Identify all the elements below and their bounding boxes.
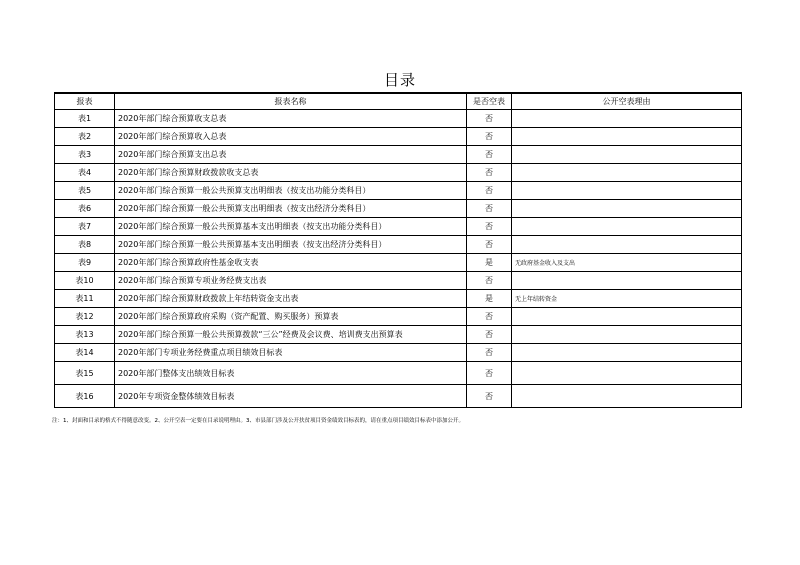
report-name-cell: 2020年部门综合预算财政拨款上年结转资金支出表 (115, 290, 467, 308)
empty-reason-cell (512, 272, 742, 290)
report-no-cell: 表12 (55, 308, 115, 326)
table-row (55, 182, 742, 200)
report-no-cell: 表7 (55, 218, 115, 236)
header-empty-reason: 公开空表理由 (512, 93, 742, 110)
is-empty-cell: 否 (467, 308, 512, 326)
empty-reason-cell: 无政府基金收入及支出 (512, 254, 742, 272)
table-row (55, 110, 742, 128)
report-no-cell: 表16 (55, 385, 115, 408)
empty-reason-cell (512, 344, 742, 362)
report-no-cell: 表5 (55, 182, 115, 200)
empty-reason-cell (512, 362, 742, 385)
footnote: 注：1、封面和目录的格式不得随意改变。2、公开空表一定要在目录说明理由。3、市县部门涉及公开扶贫项目资金绩效目标表的，请在重点项目绩效目标表中添加公开。 (52, 418, 465, 424)
report-name-cell: 2020年部门整体支出绩效目标表 (115, 362, 467, 385)
report-name-cell: 2020年部门综合预算一般公共预算基本支出明细表（按支出经济分类科目） (115, 236, 467, 254)
is-empty-cell: 否 (467, 326, 512, 344)
report-name-cell: 2020年部门综合预算一般公共预算支出明细表（按支出经济分类科目） (115, 200, 467, 218)
table-row (55, 385, 742, 408)
report-name-cell: 2020年部门综合预算一般公共预算支出明细表（按支出功能分类科目） (115, 182, 467, 200)
empty-reason-cell (512, 218, 742, 236)
report-name-cell: 2020年部门综合预算政府采购（资产配置、购买服务）预算表 (115, 308, 467, 326)
table-row (55, 344, 742, 362)
is-empty-cell: 否 (467, 164, 512, 182)
empty-reason-cell (512, 110, 742, 128)
report-no-cell: 表1 (55, 110, 115, 128)
is-empty-cell: 否 (467, 272, 512, 290)
empty-reason-cell: 无上年结转资金 (512, 290, 742, 308)
report-no-cell: 表2 (55, 128, 115, 146)
report-no-cell: 表6 (55, 200, 115, 218)
report-name-cell: 2020年部门综合预算收支总表 (115, 110, 467, 128)
empty-reason-cell (512, 164, 742, 182)
report-no-cell: 表14 (55, 344, 115, 362)
empty-reason-cell (512, 200, 742, 218)
page-title: 目录 (383, 71, 416, 89)
report-no-cell: 表8 (55, 236, 115, 254)
table-header-row (55, 93, 742, 110)
is-empty-cell: 否 (467, 110, 512, 128)
empty-reason-cell (512, 128, 742, 146)
empty-reason-cell (512, 182, 742, 200)
header-is-empty: 是否空表 (467, 93, 512, 110)
is-empty-cell: 否 (467, 182, 512, 200)
report-no-cell: 表4 (55, 164, 115, 182)
table-row (55, 236, 742, 254)
report-name-cell: 2020年部门综合预算支出总表 (115, 146, 467, 164)
report-no-cell: 表3 (55, 146, 115, 164)
table-row (55, 146, 742, 164)
is-empty-cell: 是 (467, 290, 512, 308)
report-name-cell: 2020年部门专项业务经费重点项目绩效目标表 (115, 344, 467, 362)
is-empty-cell: 否 (467, 385, 512, 408)
header-report-name: 报表名称 (115, 93, 467, 110)
header-report-no: 报表 (55, 93, 115, 110)
is-empty-cell: 否 (467, 146, 512, 164)
table-row (55, 218, 742, 236)
is-empty-cell: 否 (467, 128, 512, 146)
empty-reason-cell (512, 308, 742, 326)
report-name-cell: 2020年部门综合预算一般公共预算基本支出明细表（按支出功能分类科目） (115, 218, 467, 236)
table-row (55, 254, 742, 272)
report-name-cell: 2020年部门综合预算专项业务经费支出表 (115, 272, 467, 290)
report-no-cell: 表9 (55, 254, 115, 272)
table-row (55, 290, 742, 308)
table-row (55, 362, 742, 385)
table-row (55, 128, 742, 146)
empty-reason-cell (512, 146, 742, 164)
empty-reason-cell (512, 326, 742, 344)
empty-reason-cell (512, 236, 742, 254)
report-name-cell: 2020年部门综合预算一般公共预算拨款“三公”经费及会议费、培训费支出预算表 (115, 326, 467, 344)
is-empty-cell: 否 (467, 236, 512, 254)
table-row (55, 326, 742, 344)
table-row (55, 308, 742, 326)
report-name-cell: 2020年专项资金整体绩效目标表 (115, 385, 467, 408)
is-empty-cell: 否 (467, 218, 512, 236)
table-row (55, 200, 742, 218)
report-no-cell: 表10 (55, 272, 115, 290)
is-empty-cell: 否 (467, 344, 512, 362)
catalog-table (54, 92, 742, 408)
empty-reason-cell (512, 385, 742, 408)
report-no-cell: 表13 (55, 326, 115, 344)
report-no-cell: 表15 (55, 362, 115, 385)
report-no-cell: 表11 (55, 290, 115, 308)
report-name-cell: 2020年部门综合预算收入总表 (115, 128, 467, 146)
table-row (55, 164, 742, 182)
report-name-cell: 2020年部门综合预算财政拨款收支总表 (115, 164, 467, 182)
report-name-cell: 2020年部门综合预算政府性基金收支表 (115, 254, 467, 272)
is-empty-cell: 否 (467, 200, 512, 218)
is-empty-cell: 否 (467, 362, 512, 385)
table-row (55, 272, 742, 290)
is-empty-cell: 是 (467, 254, 512, 272)
